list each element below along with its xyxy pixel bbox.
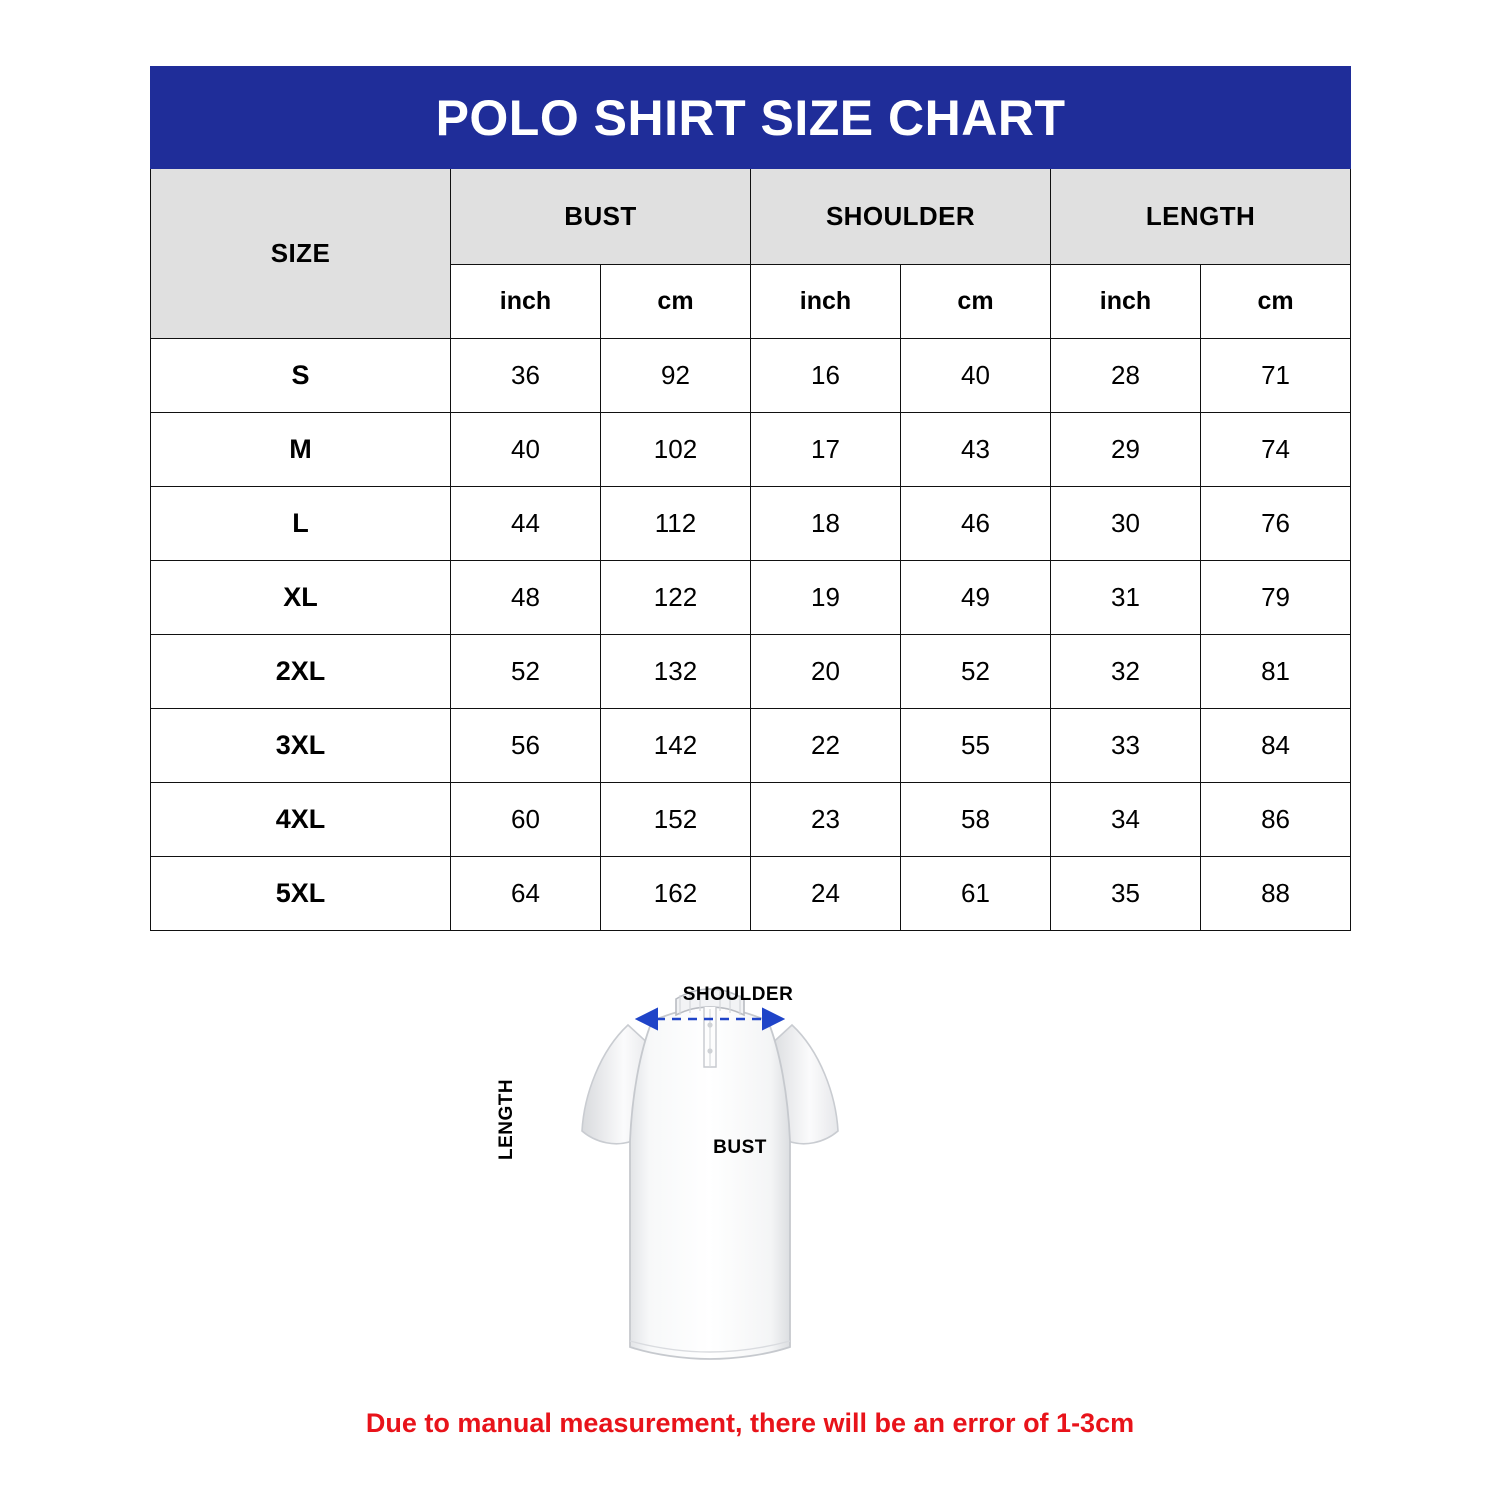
cell-shoulder-cm: 40 <box>901 339 1051 413</box>
cell-shoulder-inch: 22 <box>751 709 901 783</box>
cell-shoulder-inch: 24 <box>751 857 901 931</box>
table-group-header-row <box>151 169 1351 265</box>
cell-bust-cm: 142 <box>601 709 751 783</box>
cell-shoulder-inch: 18 <box>751 487 901 561</box>
header-shoulder: SHOULDER <box>751 169 1051 265</box>
cell-bust-cm: 162 <box>601 857 751 931</box>
cell-length-inch: 29 <box>1051 413 1201 487</box>
cell-length-cm: 74 <box>1201 413 1351 487</box>
table-row <box>151 413 1351 487</box>
header-bust: BUST <box>451 169 751 265</box>
cell-bust-cm: 152 <box>601 783 751 857</box>
cell-shoulder-cm: 46 <box>901 487 1051 561</box>
cell-bust-inch: 64 <box>451 857 601 931</box>
table-row <box>151 561 1351 635</box>
table-row <box>151 487 1351 561</box>
cell-bust-inch: 36 <box>451 339 601 413</box>
cell-bust-cm: 132 <box>601 635 751 709</box>
cell-bust-inch: 48 <box>451 561 601 635</box>
bust-label: BUST <box>713 1137 767 1158</box>
cell-bust-inch: 52 <box>451 635 601 709</box>
header-length: LENGTH <box>1051 169 1351 265</box>
cell-shoulder-inch: 16 <box>751 339 901 413</box>
cell-size: M <box>151 413 451 487</box>
table-row <box>151 635 1351 709</box>
cell-shoulder-inch: 17 <box>751 413 901 487</box>
cell-shoulder-cm: 52 <box>901 635 1051 709</box>
cell-bust-cm: 112 <box>601 487 751 561</box>
cell-shoulder-cm: 43 <box>901 413 1051 487</box>
cell-bust-inch: 40 <box>451 413 601 487</box>
cell-length-cm: 81 <box>1201 635 1351 709</box>
cell-length-inch: 30 <box>1051 487 1201 561</box>
cell-shoulder-inch: 19 <box>751 561 901 635</box>
header-bust-cm: cm <box>601 265 751 339</box>
cell-size: 3XL <box>151 709 451 783</box>
table-row <box>151 783 1351 857</box>
chart-title: POLO SHIRT SIZE CHART <box>151 67 1351 169</box>
header-bust-inch: inch <box>451 265 601 339</box>
cell-shoulder-inch: 20 <box>751 635 901 709</box>
cell-size: 4XL <box>151 783 451 857</box>
cell-size: 2XL <box>151 635 451 709</box>
cell-size: L <box>151 487 451 561</box>
table-row <box>151 709 1351 783</box>
measurement-note: Due to manual measurement, there will be an error of 1-3cm <box>365 1408 1135 1438</box>
cell-length-inch: 33 <box>1051 709 1201 783</box>
cell-length-cm: 71 <box>1201 339 1351 413</box>
shoulder-label: SHOULDER <box>682 984 794 1005</box>
cell-shoulder-cm: 61 <box>901 857 1051 931</box>
cell-size: S <box>151 339 451 413</box>
cell-bust-cm: 122 <box>601 561 751 635</box>
size-chart-container <box>150 66 1350 931</box>
cell-length-cm: 84 <box>1201 709 1351 783</box>
cell-shoulder-inch: 23 <box>751 783 901 857</box>
table-row <box>151 857 1351 931</box>
measurement-diagram <box>480 955 1040 1385</box>
header-length-cm: cm <box>1201 265 1351 339</box>
table-row <box>151 339 1351 413</box>
cell-shoulder-cm: 55 <box>901 709 1051 783</box>
cell-length-inch: 35 <box>1051 857 1201 931</box>
table-title-row <box>151 67 1351 169</box>
cell-size: XL <box>151 561 451 635</box>
cell-shoulder-cm: 49 <box>901 561 1051 635</box>
cell-size: 5XL <box>151 857 451 931</box>
header-size: SIZE <box>151 169 451 339</box>
header-length-inch: inch <box>1051 265 1201 339</box>
size-chart-table <box>150 66 1351 931</box>
cell-length-inch: 34 <box>1051 783 1201 857</box>
cell-bust-inch: 44 <box>451 487 601 561</box>
cell-bust-cm: 102 <box>601 413 751 487</box>
length-label: LENGTH <box>496 1078 517 1160</box>
cell-bust-inch: 60 <box>451 783 601 857</box>
polo-shirt-illustration <box>582 989 838 1359</box>
cell-length-inch: 28 <box>1051 339 1201 413</box>
cell-length-cm: 76 <box>1201 487 1351 561</box>
cell-length-inch: 32 <box>1051 635 1201 709</box>
cell-length-inch: 31 <box>1051 561 1201 635</box>
cell-bust-cm: 92 <box>601 339 751 413</box>
header-shoulder-cm: cm <box>901 265 1051 339</box>
cell-length-cm: 88 <box>1201 857 1351 931</box>
cell-length-cm: 79 <box>1201 561 1351 635</box>
cell-bust-inch: 56 <box>451 709 601 783</box>
cell-shoulder-cm: 58 <box>901 783 1051 857</box>
cell-length-cm: 86 <box>1201 783 1351 857</box>
header-shoulder-inch: inch <box>751 265 901 339</box>
